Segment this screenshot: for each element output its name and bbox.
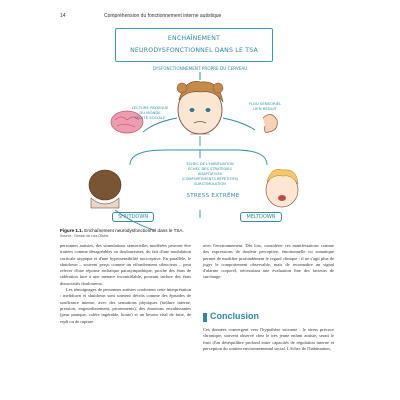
running-title: Compréhension du fonctionnement interne autistique [104, 13, 222, 19]
figure-caption-text: Enchaînement neurodysfonctionnel dans le TSA. [84, 228, 184, 233]
right-paragraph-1: avec l'environnement. Dès lors, considérer ces manifestations comme des expressions de douleur perceptive, émotionnelle ou somatique permet de modifier profondément le regard clinique : il ne s'agit plus de juger le comportement observable, mais de reconnaître un signal d'alarme corporel, nécessitant une évaluation fine des facteurs de surcharge. [203, 243, 334, 280]
chain-step-2: ÉCHEC DES STRATÉGIES [188, 167, 232, 171]
right-paragraph-2: Ces données convergent vers l'hypothèse suivante : le stress précoce chronique, souvent observé chez le très jeune enfant autiste, serait le fruit d'un déséquilibre profond entre capacités de régulation interne et perception du soutien environnemental social. L'échec de l'habituation, [203, 327, 334, 351]
chain-step-5: SURSTIMULATION [194, 182, 226, 186]
arrow-left-icon [143, 118, 177, 132]
figure-title-box [115, 28, 273, 62]
figure-title-line2: NEURODYSFONCTIONNEL DANS LE TSA [130, 47, 258, 54]
left-column [60, 243, 191, 325]
chain-step-3: ADAPTATIVES [197, 172, 223, 176]
page-number: 14 [60, 13, 66, 19]
right-note [235, 101, 295, 111]
chain-steps [170, 162, 250, 187]
conclusion-heading: Conclusion [210, 311, 259, 321]
chain-step-1: ÉCHEC DE L'HABITUATION [186, 162, 234, 166]
ear-illustration [263, 114, 277, 132]
meltdown-label: MELTDOWN [240, 212, 282, 222]
right-column-top [203, 243, 334, 281]
shutdown-child-illustration [89, 170, 121, 208]
figure-caption-label: Figure 1.1. [60, 228, 83, 233]
left-paragraph-2: Les témoignages de personnes autistes confortent cette interprétation : meltdown et shutdown sont souvent décrits comme des épisodes de souffrance intense, avec des sensations physiques (brûlure interne, pression, engourdissement, picotements), des émotions envahissantes (peur panique, colère ingérable, honte) et un besoin vital de fuite, de repli ou de rupture [60, 287, 191, 324]
left-paragraph-1: personnes autistes, des stimulations sensorielles modérées peuvent être traitées comme désagréables ou douloureuses, du fait d'une modulation corticale atypique et d'une hypersensibilité nociceptive. En parallèle, le shutdown – souvent perçu comme un effondrement silencieux – peut relever d'une réponse archaïque parasympathique, proche des états de sidération face à une menace incontrôlable, pouvant inclure des états dissociatifs douloureux. [60, 243, 191, 286]
chain-step-4: (COMPORTEMENTS RÉPÉTITIFS) [181, 177, 239, 181]
conclusion-marker [203, 313, 207, 322]
left-note-line1: LECTURE PAYSIQUE [131, 105, 169, 110]
stress-label: STRESS EXTRÊME [186, 193, 240, 199]
left-note-line3: CÉCITÉ SOCIALE [134, 115, 166, 120]
arrow-right-icon [223, 118, 255, 130]
child-face-illustration [177, 81, 223, 134]
right-column-bottom [203, 327, 334, 352]
figure-title-line1: ENCHAÎNEMENT [167, 35, 221, 42]
left-note-line2: DU MONDE [139, 110, 161, 115]
figure-illustration [55, 60, 345, 230]
left-note [120, 105, 180, 120]
right-note-line2: LIEN RÉDUIT [253, 106, 277, 111]
figure-subtitle: DYSFONCTIONNEMENT PROPRE DU CERVEAU [152, 66, 248, 71]
meltdown-child-illustration [266, 169, 298, 207]
shutdown-label: SHUTDOWN [112, 212, 154, 222]
figure-caption [60, 228, 350, 233]
figure-source: Source : Dessin de Léa Olivier. [60, 234, 110, 238]
right-note-line1: FLOU SENSORIEL [248, 101, 282, 106]
